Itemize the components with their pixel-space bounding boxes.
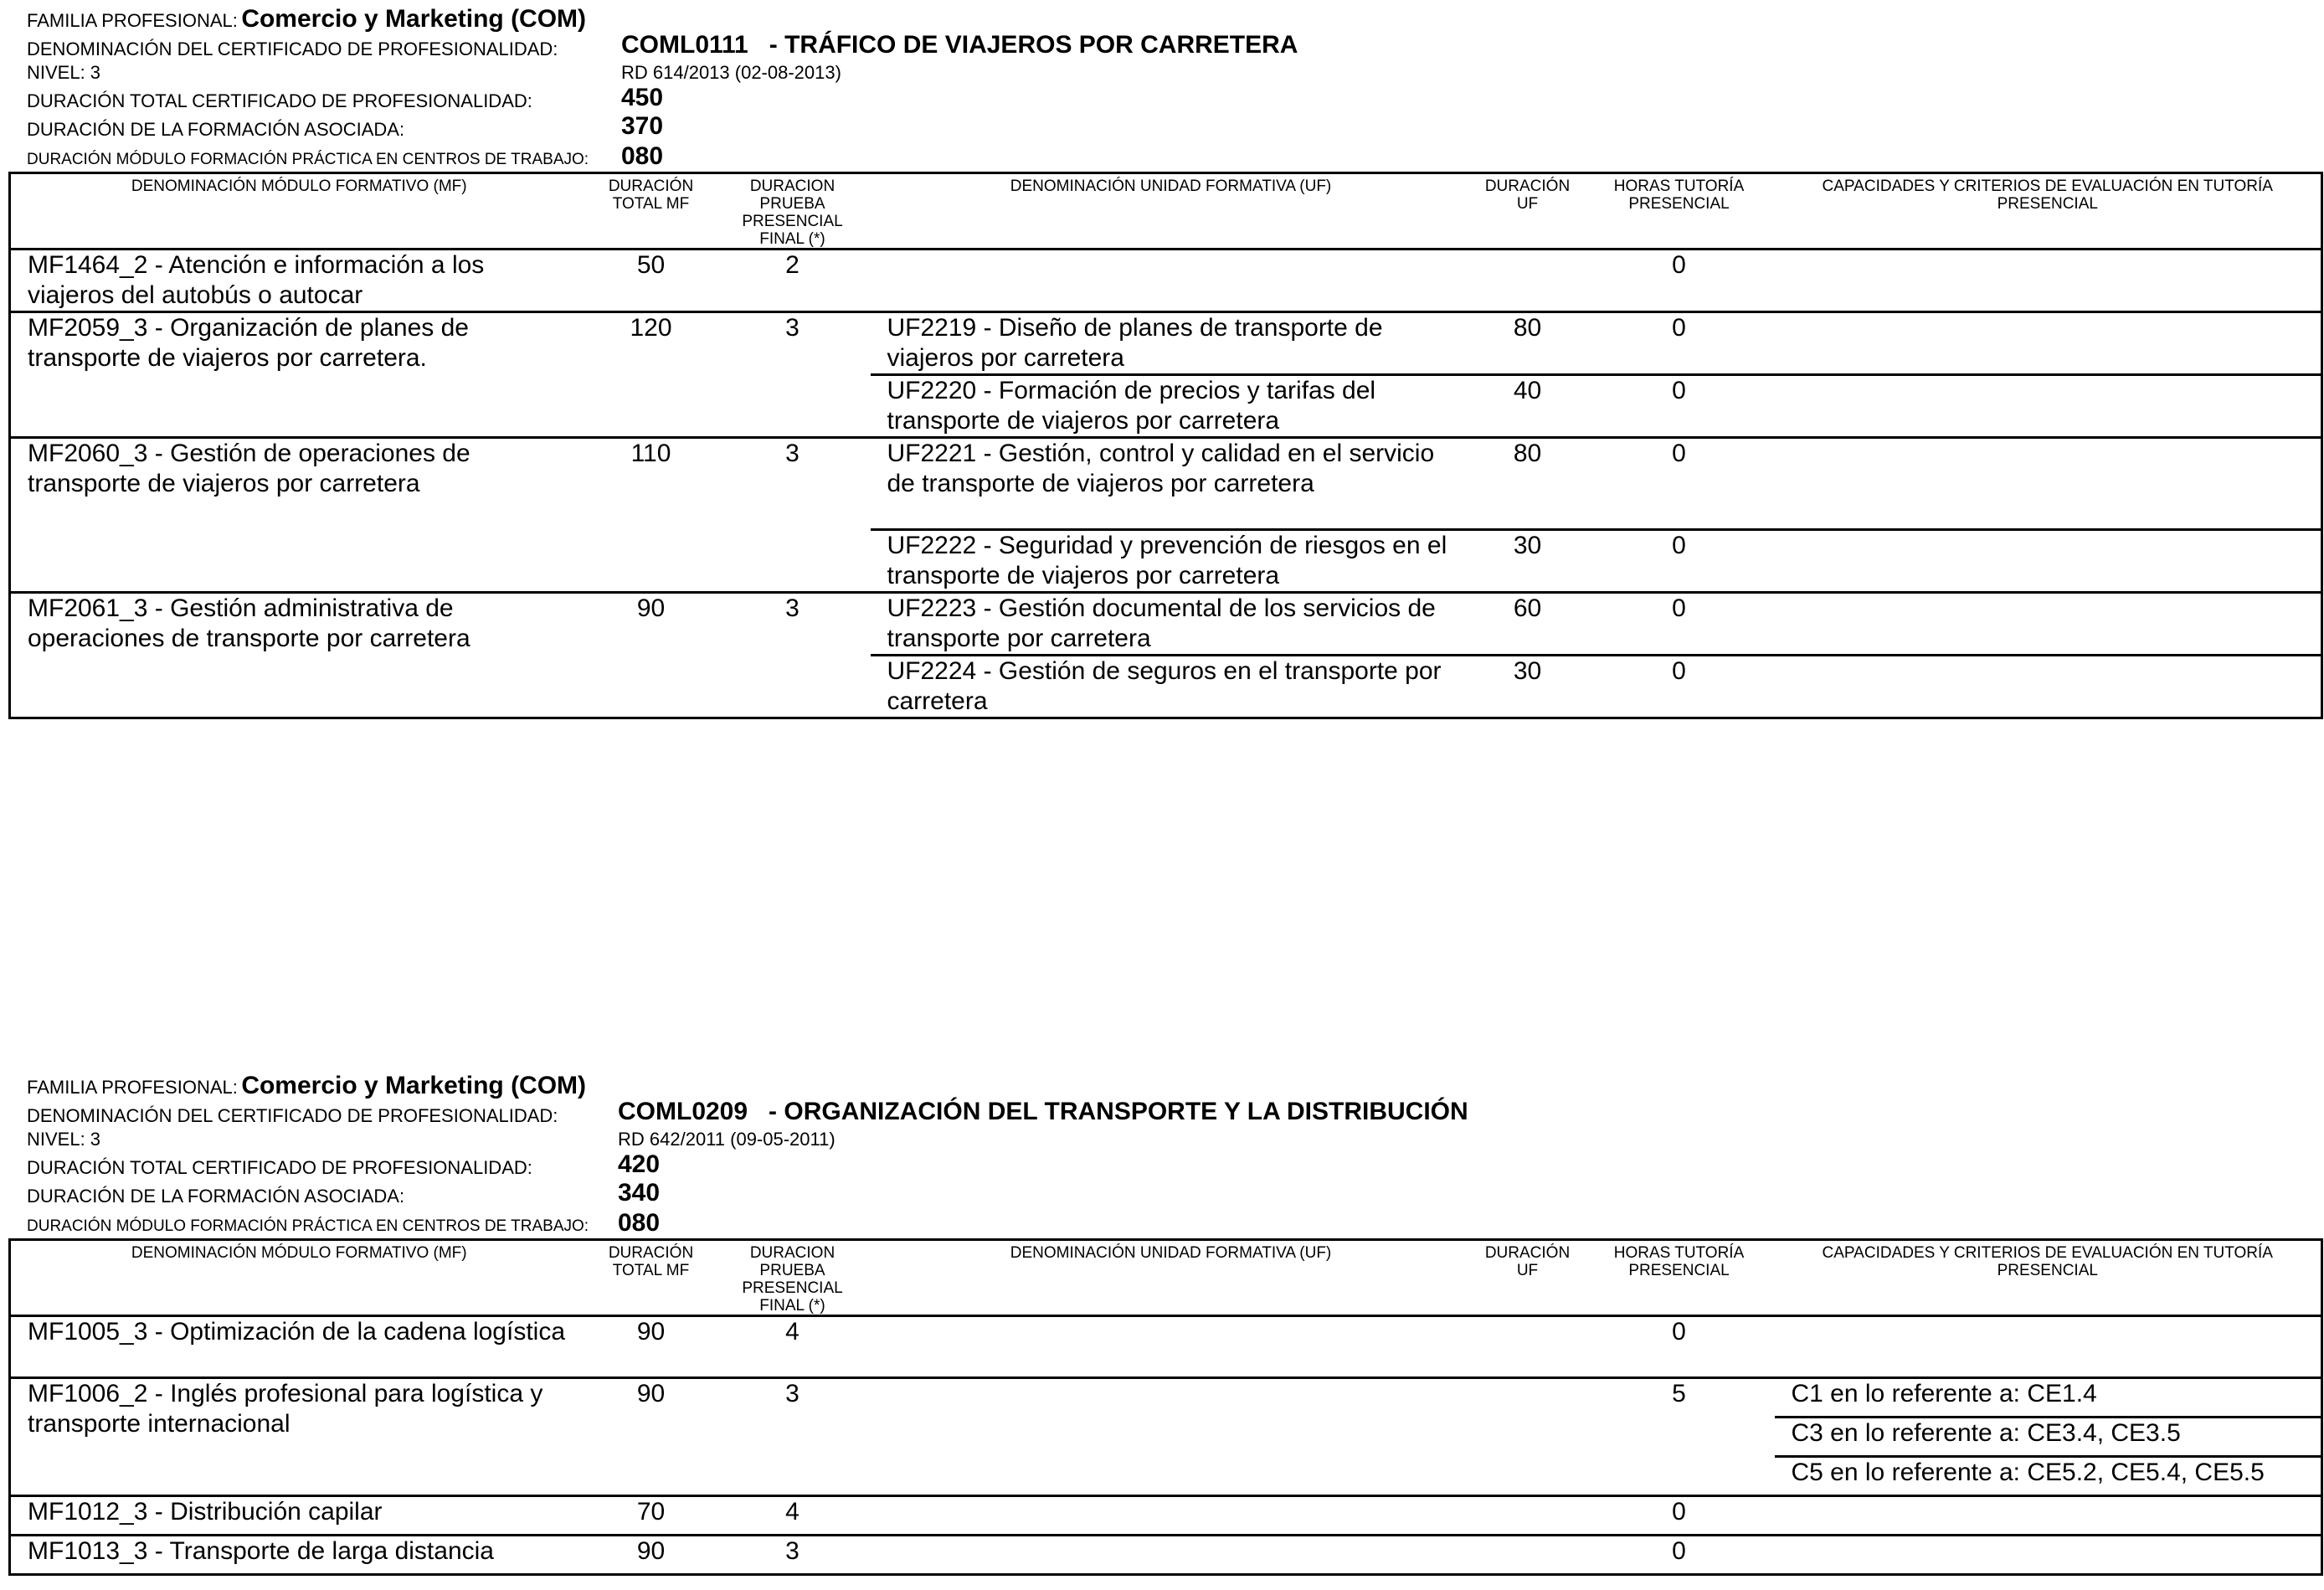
duracion-total-value: 450 (621, 84, 664, 111)
denominacion-label: DENOMINACIÓN DEL CERTIFICADO DE PROFESIONALIDAD: (27, 39, 558, 59)
header-capacidades: CAPACIDADES Y CRITERIOS DE EVALUACIÓN EN TUTORÍA PRESENCIAL (1775, 1240, 2322, 1316)
mf-name: MF2059_3 - Organización de planes de transporte de viajeros por carretera. (10, 312, 588, 438)
duracion-formacion-label: DURACIÓN DE LA FORMACIÓN ASOCIADA: (27, 119, 405, 140)
denominacion-label: DENOMINACIÓN DEL CERTIFICADO DE PROFESIONALIDAD: (27, 1105, 558, 1126)
familia-line (27, 1072, 586, 1100)
header-duracion-uf: DURACIÓN UF (1472, 173, 1584, 250)
mf-duration: 90 (588, 593, 715, 718)
capacidades-cell (1775, 312, 2322, 375)
table-row (10, 1316, 2322, 1378)
duracion-practica-value: 080 (621, 142, 664, 170)
header-horas-tutoria: HORAS TUTORÍA PRESENCIAL (1584, 1240, 1775, 1316)
mf-duration: 70 (588, 1496, 715, 1536)
capacidad-item: C5 en lo referente a: CE5.2, CE5.4, CE5.5 (1775, 1457, 2322, 1496)
header-uf: DENOMINACIÓN UNIDAD FORMATIVA (UF) (871, 1240, 1472, 1316)
mf-prueba: 4 (715, 1316, 871, 1378)
uf-name (871, 1496, 1472, 1536)
uf-name: UF2223 - Gestión documental de los servicios de transporte por carretera (871, 593, 1472, 656)
duracion-formacion-label: DURACIÓN DE LA FORMACIÓN ASOCIADA: (27, 1186, 405, 1207)
familia-value: Comercio y Marketing (COM) (241, 1072, 587, 1099)
table-row (10, 250, 2322, 312)
duracion-practica-label: DURACIÓN MÓDULO FORMACIÓN PRÁCTICA EN CENTROS DE TRABAJO: (27, 151, 589, 168)
header-duracion-uf: DURACIÓN UF (1472, 1240, 1584, 1316)
header-mf: DENOMINACIÓN MÓDULO FORMATIVO (MF) (10, 1240, 588, 1316)
header-mf: DENOMINACIÓN MÓDULO FORMATIVO (MF) (10, 173, 588, 250)
capacidades-cell (1775, 656, 2322, 718)
uf-duration: 60 (1472, 593, 1584, 656)
uf-name: UF2220 - Formación de precios y tarifas del transporte de viajeros por carretera (871, 375, 1472, 438)
duracion-total-label: DURACIÓN TOTAL CERTIFICADO DE PROFESIONALIDAD: (27, 1157, 532, 1178)
uf-name: UF2221 - Gestión, control y calidad en el servicio de transporte de viajeros por carretera (871, 438, 1472, 530)
familia-value: Comercio y Marketing (COM) (241, 5, 587, 33)
mf-name: MF1012_3 - Distribución capilar (10, 1496, 588, 1536)
uf-horas-tutoria: 0 (1584, 438, 1775, 530)
duracion-practica-value: 080 (618, 1209, 661, 1237)
uf-duration (1472, 1378, 1584, 1496)
familia-label: FAMILIA PROFESIONAL: (27, 10, 238, 31)
modules-table (8, 172, 2323, 719)
table-row (10, 1496, 2322, 1536)
capacidad-item: C1 en lo referente a: CE1.4 (1775, 1378, 2322, 1418)
table-header-row (10, 1240, 2322, 1316)
nivel-label: NIVEL: 3 (27, 62, 101, 83)
capacidades-cell (1775, 1316, 2322, 1378)
uf-horas-tutoria: 0 (1584, 593, 1775, 656)
mf-prueba: 3 (715, 1536, 871, 1575)
uf-duration: 80 (1472, 312, 1584, 375)
uf-duration (1472, 1536, 1584, 1575)
capacidades-cell (1775, 250, 2322, 312)
mf-prueba: 3 (715, 312, 871, 438)
mf-name: MF1013_3 - Transporte de larga distancia (10, 1536, 588, 1575)
certificate-block-2 (0, 1067, 2324, 1586)
uf-name: UF2222 - Seguridad y prevención de riesgos en el transporte de viajeros por carretera (871, 530, 1472, 593)
mf-prueba: 3 (715, 593, 871, 718)
capacidad-item: C3 en lo referente a: CE3.4, CE3.5 (1775, 1418, 2322, 1457)
capacidades-cell (1775, 593, 2322, 656)
table-header-row (10, 173, 2322, 250)
mf-horas-tutoria: 5 (1584, 1378, 1775, 1496)
duracion-formacion-value: 370 (621, 112, 664, 140)
mf-horas-tutoria: 0 (1584, 1536, 1775, 1575)
duracion-practica-label: DURACIÓN MÓDULO FORMACIÓN PRÁCTICA EN CENTROS DE TRABAJO: (27, 1217, 589, 1235)
table-row (10, 1378, 2322, 1418)
uf-horas-tutoria: 0 (1584, 530, 1775, 593)
familia-line (27, 5, 586, 33)
uf-duration: 30 (1472, 530, 1584, 593)
mf-prueba: 2 (715, 250, 871, 312)
certificado-title: COML0209 - ORGANIZACIÓN DEL TRANSPORTE Y LA DISTRIBUCIÓN (618, 1098, 1468, 1125)
header-duracion-mf: DURACIÓN TOTAL MF (588, 1240, 715, 1316)
mf-name: MF2061_3 - Gestión administrativa de operaciones de transporte por carretera (10, 593, 588, 718)
mf-duration: 120 (588, 312, 715, 438)
uf-horas-tutoria: 0 (1584, 250, 1775, 312)
nivel-label: NIVEL: 3 (27, 1129, 101, 1150)
mf-duration: 90 (588, 1316, 715, 1378)
mf-duration: 90 (588, 1378, 715, 1496)
mf-name: MF2060_3 - Gestión de operaciones de transporte de viajeros por carretera (10, 438, 588, 593)
duracion-total-label: DURACIÓN TOTAL CERTIFICADO DE PROFESIONALIDAD: (27, 90, 532, 111)
uf-horas-tutoria: 0 (1584, 312, 1775, 375)
header-uf: DENOMINACIÓN UNIDAD FORMATIVA (UF) (871, 173, 1472, 250)
uf-duration: 30 (1472, 656, 1584, 718)
rd-reference: RD 614/2013 (02-08-2013) (621, 62, 841, 83)
header-horas-tutoria: HORAS TUTORÍA PRESENCIAL (1584, 173, 1775, 250)
mf-duration: 110 (588, 438, 715, 593)
duracion-formacion-value: 340 (618, 1179, 661, 1207)
uf-duration: 40 (1472, 375, 1584, 438)
mf-duration: 50 (588, 250, 715, 312)
header-prueba: DURACION PRUEBA PRESENCIAL FINAL (*) (715, 1240, 871, 1316)
certificado-title: COML0111 - TRÁFICO DE VIAJEROS POR CARRETERA (621, 31, 1298, 59)
mf-name: MF1006_2 - Inglés profesional para logística y transporte internacional (10, 1378, 588, 1496)
table-row (10, 312, 2322, 375)
capacidades-cell (1775, 438, 2322, 530)
capacidades-cell (1775, 1496, 2322, 1536)
uf-duration: 80 (1472, 438, 1584, 530)
uf-horas-tutoria: 0 (1584, 656, 1775, 718)
uf-name: UF2224 - Gestión de seguros en el transporte por carretera (871, 656, 1472, 718)
header-duracion-mf: DURACIÓN TOTAL MF (588, 173, 715, 250)
mf-duration: 90 (588, 1536, 715, 1575)
table-row (10, 1536, 2322, 1575)
certificate-block-1 (0, 0, 2324, 728)
mf-prueba: 4 (715, 1496, 871, 1536)
uf-horas-tutoria: 0 (1584, 375, 1775, 438)
familia-label: FAMILIA PROFESIONAL: (27, 1077, 238, 1098)
uf-name: UF2219 - Diseño de planes de transporte de viajeros por carretera (871, 312, 1472, 375)
mf-prueba: 3 (715, 438, 871, 593)
mf-prueba: 3 (715, 1378, 871, 1496)
capacidades-cell (1775, 375, 2322, 438)
duracion-total-value: 420 (618, 1150, 661, 1178)
uf-duration (1472, 250, 1584, 312)
mf-name: MF1464_2 - Atención e información a los viajeros del autobús o autocar (10, 250, 588, 312)
table-row (10, 593, 2322, 656)
uf-duration (1472, 1496, 1584, 1536)
header-prueba: DURACION PRUEBA PRESENCIAL FINAL (*) (715, 173, 871, 250)
capacidades-cell (1775, 530, 2322, 593)
capacidades-cell (1775, 1536, 2322, 1575)
mf-horas-tutoria: 0 (1584, 1496, 1775, 1536)
mf-name: MF1005_3 - Optimización de la cadena logística (10, 1316, 588, 1378)
modules-table (8, 1238, 2323, 1576)
rd-reference: RD 642/2011 (09-05-2011) (618, 1129, 836, 1150)
uf-name (871, 250, 1472, 312)
uf-duration (1472, 1316, 1584, 1378)
mf-horas-tutoria: 0 (1584, 1316, 1775, 1378)
uf-name (871, 1536, 1472, 1575)
uf-name (871, 1378, 1472, 1496)
table-row (10, 438, 2322, 530)
header-capacidades: CAPACIDADES Y CRITERIOS DE EVALUACIÓN EN TUTORÍA PRESENCIAL (1775, 173, 2322, 250)
uf-name (871, 1316, 1472, 1378)
